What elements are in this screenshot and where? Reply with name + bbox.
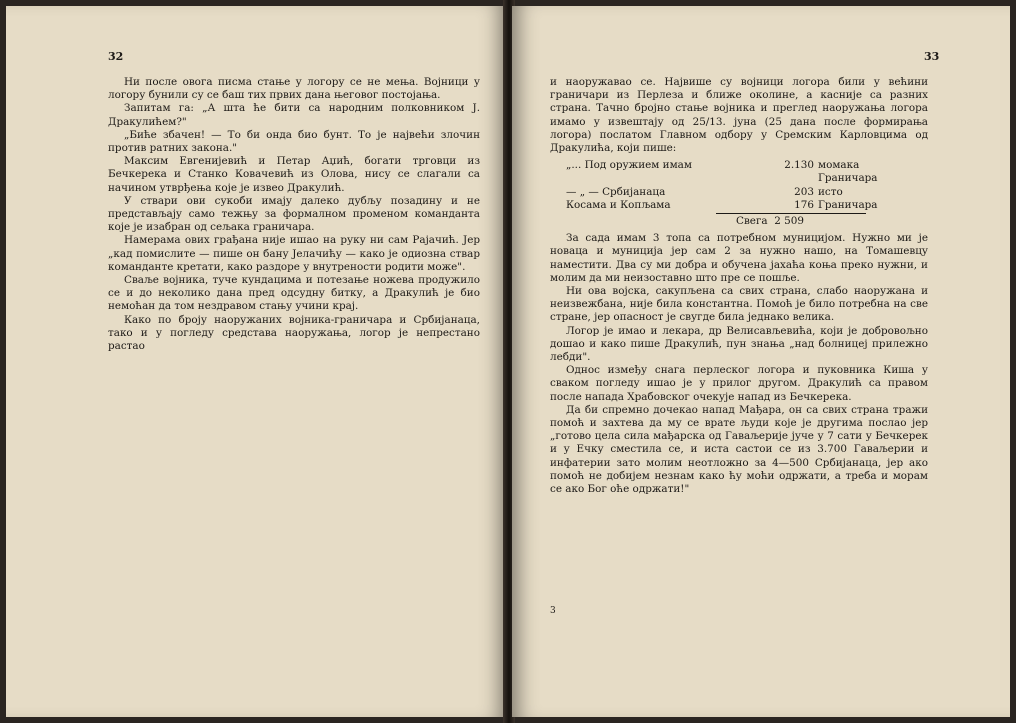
paragraph: У ствари ови сукоби имају далеко дубљу позадину и не представљају само тежњу за формалном променом команданта које је изабран од сељака граничара. (108, 194, 480, 234)
right-page-text (550, 76, 928, 496)
paragraph: Логор је имао и лекара, др Велисављевића, који је добровољно дошао и како пише Дракулић, пун знања „над болницеј прилежно лебди". (550, 324, 928, 364)
paragraph: и наоружавао се. Највише су војници логора били у већини граничари из Перлеза и ближе околине, а касније са разних страна. Тачно бројно стање војника и преглед наоружања логора имамо у извештају од 25/13. јуна (25 дана после формирања логора) послатом Главном одбору у Сремским Карловцима од Дракулића, који пише: (550, 76, 928, 155)
paragraph: Максим Евгенијевић и Петар Аџић, богати трговци из Бечкерека и Станко Ковачевић из Олова, нису се слагали са начином утврђења које је извео Дракулић. (108, 155, 480, 194)
paragraph: Однос између снага перлеског логора и пуковника Киша у сваком погледу ишао је у прилог другом. Дракулић са правом после напада Храбовског очекује напад из Бечкерека. (550, 364, 928, 403)
paragraph: Запитам га: „А шта ће бити са народним полковником Ј. Дракулићем?" (108, 102, 480, 128)
page-number: 33 (924, 50, 940, 63)
left-page-text (108, 76, 480, 353)
table-rule (716, 213, 866, 214)
paragraph: Ни после овога писма стање у логору се не мења. Војници у логору бунили су се баш тих првих дана његовог постојања. (108, 76, 480, 102)
paragraph: Ни ова војска, сакупљена са свих страна, слабо наоружана и неизвежбана, није била константна. Помоћ је било потребна на све стране, јер опасност је свугде била једнако велика. (550, 285, 928, 324)
paragraph: Како по броју наоружаних војника-граничара и Србијанаца, тако и у погледу средстава наоружања, логор је непрестано растао (108, 313, 480, 353)
paragraph: „Биће збачен! — То би онда био бунт. То је највећи злочин против ратних закона." (108, 128, 480, 155)
table-row: „... Под оружием имам 2.130 момака Граничара (566, 159, 878, 185)
right-page (512, 6, 1010, 717)
left-page (6, 6, 506, 717)
troop-table (566, 159, 906, 228)
signature-mark: 3 (550, 606, 556, 616)
table-row: Косама и Копљама 176 Граничара (566, 198, 878, 211)
table-row: — „ — Србијанаца 203 исто (566, 185, 843, 198)
paragraph: Намерама ових грађана није ишао на руку ни сам Рајачић. Јер „кад помислите — пише он бану Јелачићу — како је одиозна ствар команданте кретати, како раздоре у внутрености родити може". (108, 234, 480, 273)
paragraph: Да би спремно дочекао напад Мађара, он са свих страна тражи помоћ и захтева да му се врате људи које је другима послао јер „готово цела сила мађарска од Гаваљерије јуче у 7 сати у Бечкерек и у Ечку сместила се, и иста састои се из 3.700 Гаваљерии и инфатерии зато молим неотложно за 4—500 Србијанаца, јер ако помоћ не добијем незнам како ћу моћи одржати, а треба и морам се ако Бог оће одржати!" (550, 403, 928, 496)
page-number: 32 (108, 50, 124, 63)
paragraph: Сваље војника, туче кундацима и потезање ножева продужило се и до неколико дана пред одсудну битку, а Дракулић је био немоћан да том нездравом стању учини крај. (108, 274, 480, 313)
table-total: Свега 2 509 (736, 215, 804, 228)
paragraph: За сада имам 3 топа са потребном муницијом. Нужно ми је новаца и муниција јер сам 2 за нужно нашо, на Томашевцу наместити. Два су ми добра и обучена јахаћа коња преко нужни, и молим да ми неизоставно што пре се пошље. (550, 232, 928, 284)
